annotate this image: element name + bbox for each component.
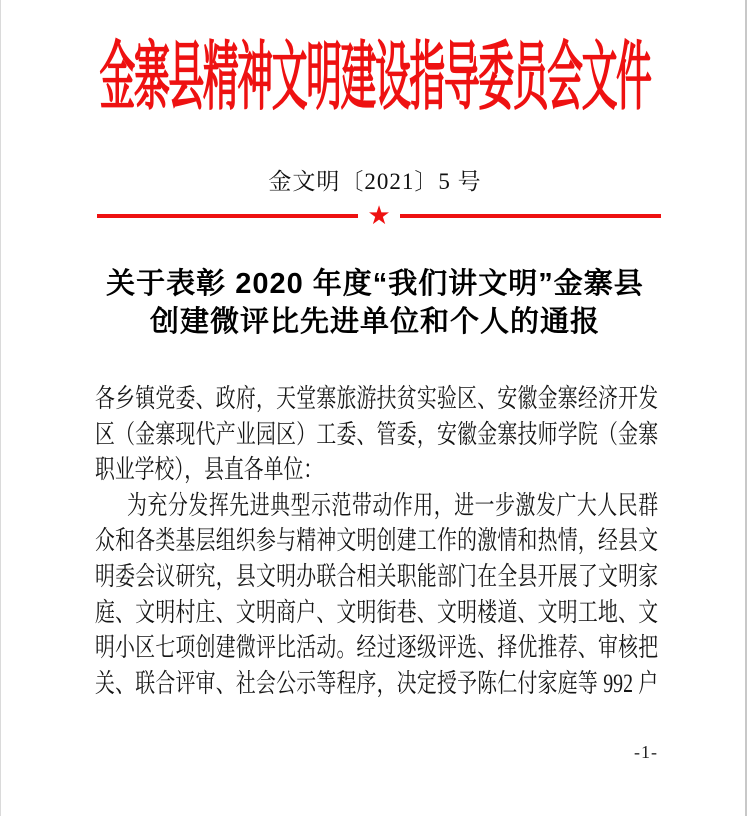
body-line: 各乡镇党委、政府，天堂寨旅游扶贫实验区、安徽金寨经济开发 [95, 384, 659, 413]
doc-number: 金文明〔2021〕5 号 [268, 169, 482, 194]
body-line: 关、联合评审、社会公示等程序，决定授予陈仁付家庭等 992 户 [95, 668, 659, 698]
body-line: 职业学校），县直各单位： [95, 455, 324, 485]
star-icon: ★ [367, 201, 391, 231]
rule-line-left [97, 214, 358, 218]
page-left-edge [0, 0, 1, 816]
document-body [95, 381, 658, 701]
document-title [0, 265, 750, 341]
body-line: 为充分发挥先进典型示范带动作用，进一步激发广大人民群 [127, 490, 659, 520]
rule-line-right [400, 214, 661, 218]
body-line: 明委会议研究，县文明办联合相关职能部门在全县开展了文明家 [95, 561, 659, 591]
body-line: 众和各类基层组织参与精神文明创建工作的激情和热情，经县文 [95, 526, 659, 556]
red-header [0, 36, 750, 121]
page-number: -1- [634, 742, 658, 762]
document-title-line-1: 关于表彰 2020 年度“我们讲文明”金寨县 [106, 268, 644, 300]
page-right-edge [745, 0, 747, 816]
body-line: 庭、文明村庄、文明商户、文明街巷、文明楼道、文明工地、文 [95, 597, 659, 627]
body-line: 明小区七项创建微评比活动。经过逐级评选、择优推荐、审核把 [95, 633, 659, 663]
body-line: 区（金寨现代产业园区）工委、管委，安徽金寨技师学院（金寨 [95, 419, 659, 449]
org-title: 金寨县精神文明建设指导委员会文件 [99, 37, 651, 121]
document-title-line-2: 创建微评比先进单位和个人的通报 [149, 306, 600, 338]
red-rule [97, 201, 661, 231]
